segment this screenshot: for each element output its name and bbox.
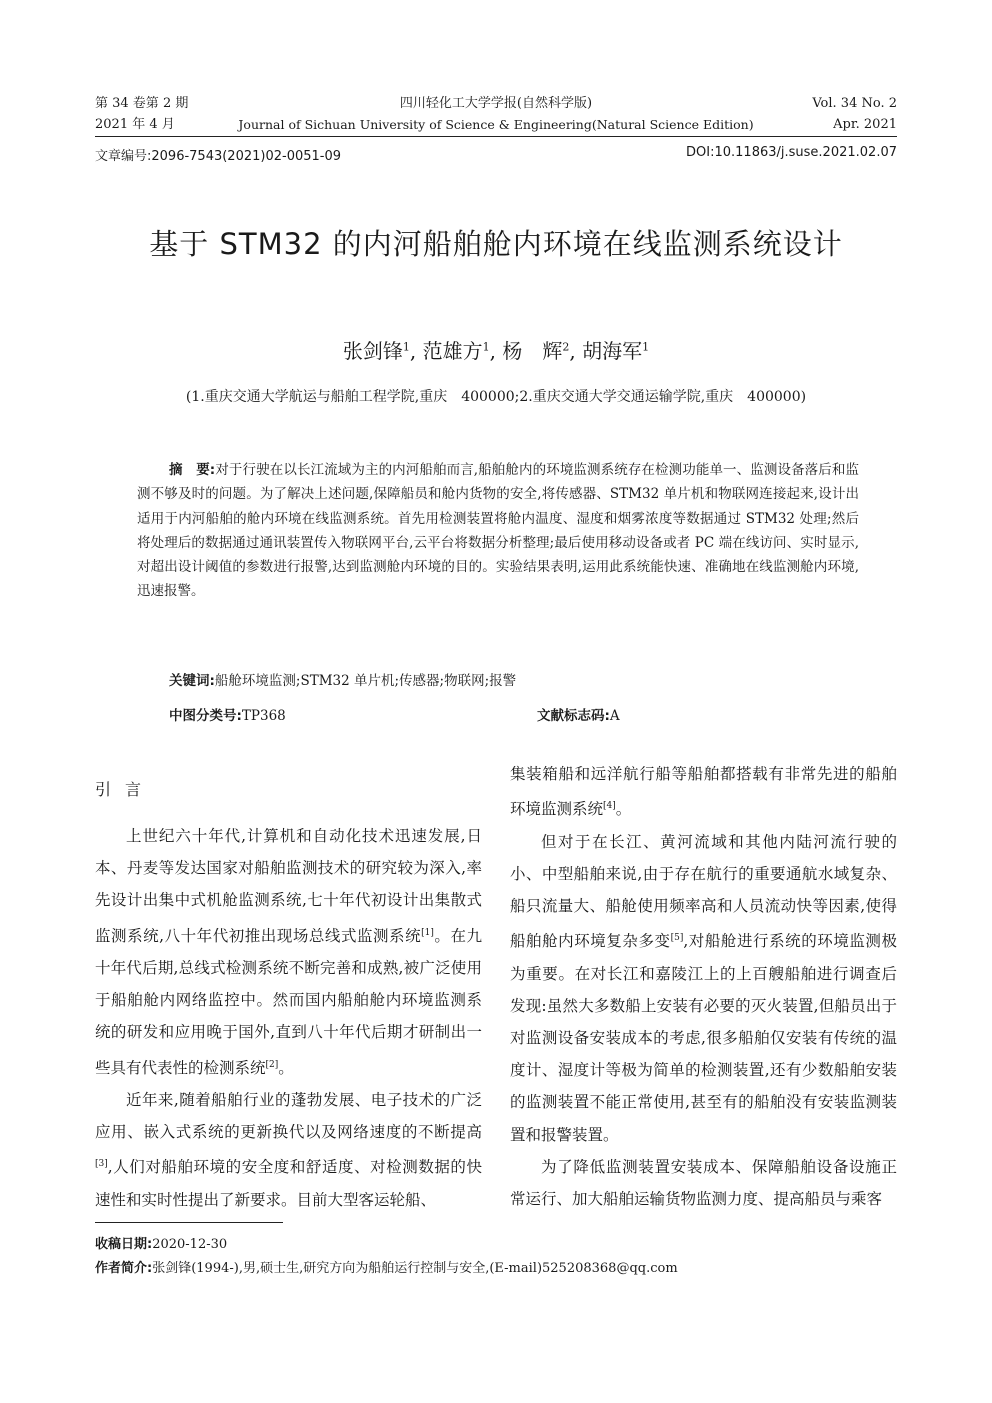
author-affiliation-mark: 2 — [562, 340, 570, 354]
paragraph-text: 。 — [615, 800, 632, 819]
keywords — [169, 669, 516, 689]
citation: [2] — [265, 1059, 279, 1070]
affiliations: (1.重庆交通大学航运与船舶工程学院,重庆 400000;2.重庆交通大学交通运输学院,重庆 400000) — [185, 389, 807, 405]
received-label: 收稿日期: — [95, 1237, 153, 1252]
journal-name-en: Journal of Sichuan University of Science & Engineering(Natural Science Edition) — [238, 117, 754, 132]
journal-date-en: Apr. 2021 — [833, 117, 897, 132]
paragraph-text: 。 — [278, 1058, 294, 1077]
paragraph-text: 。在九十年代后期,总线式检测系统不断完善和成熟,被广泛使用于船舶舱内网络监控中。然而国内船舶舱内环境监测系统的研发和应用晚于国外,直到八十年代后期才研制出一些具有代表性的检测系统 — [95, 926, 482, 1077]
paragraph-text: 集装箱船和远洋航行船等船舶都搭载有非常先进的船舶环境监测系统 — [510, 765, 897, 819]
abstract-label: 摘 要: — [169, 462, 216, 478]
document-code-label: 文献标志码: — [537, 708, 610, 724]
document-code — [537, 704, 620, 724]
classification-label: 中图分类号: — [169, 708, 242, 724]
paragraph-text: ,人们对船舶环境的安全度和舒适度、对检测数据的快速性和实时性提出了新要求。目前大型客运轮船、 — [95, 1158, 482, 1209]
keywords-text: 船舱环境监测;STM32 单片机;传感器;物联网;报警 — [214, 673, 517, 689]
paragraph-text: ,对船舱进行系统的环境监测极为重要。在对长江和嘉陵江上的上百艘船舶进行调查后发现:虽然大多数船上安装有必要的灭火装置,但船员出于对监测设备安装成本的考虑,很多船舶仅安装有传统的温度计、湿度计等极为简单的检测装置,还有少数船舶安装的监测装置不能正常使用,甚至有的船舶没有安装监测装置和报警装置。 — [510, 932, 897, 1144]
section-heading: 引言 — [95, 780, 156, 799]
paragraph-text: 上世纪六十年代,计算机和自动化技术迅速发展,日本、丹麦等发达国家对船舶监测技术的研究较为深入,率先设计出集中式机舱监测系统,七十年代初设计出集散式监测系统,八十年代初推出现场总线式监测系统 — [95, 827, 482, 945]
doi: DOI:10.11863/j.suse.2021.02.07 — [686, 145, 897, 160]
paragraph — [510, 758, 897, 826]
paragraph — [510, 1151, 897, 1215]
abstract-text: 对于行驶在以长江流域为主的内河船舶而言,船舶舱内的环境监测系统存在检测功能单一、监测设备落后和监测不够及时的问题。为了解决上述问题,保障船员和舱内货物的安全,将传感器、STM32 单片机和物联网连接起来,设计出适用于内河船舶的舱内环境在线监测系统。首先用检测装置将舱内温度、湿度和烟雾浓度等数据通过 STM32 处理;然后将处理后的数据通过通讯装置传入物联网平台,云平台将数据分析整理;最后使用移动设备或者 PC 端在线访问、实时显示,对超出设计阈值的参数进行报警,达到监测舱内环境的目的。实验结果表明,运用此系统能快速、准确地在线监测舱内环境,迅速报警。 — [137, 462, 859, 600]
received-value: 2020-12-30 — [152, 1237, 228, 1252]
received-date — [95, 1233, 227, 1252]
paragraph-text: 近年来,随着船舶行业的蓬勃发展、电子技术的广泛应用、嵌入式系统的更新换代以及网络速度的不断提高 — [95, 1090, 482, 1142]
header-rule — [95, 136, 897, 137]
author-name: 杨 辉 — [502, 339, 563, 363]
article-number: 文章编号:2096-7543(2021)02-0051-09 — [95, 149, 342, 164]
citation: [3] — [95, 1159, 108, 1170]
footnote-rule — [95, 1222, 283, 1223]
citation: [1] — [421, 927, 434, 938]
author-affiliation-mark: 1 — [482, 340, 490, 354]
classification — [169, 704, 286, 724]
author-bio-text: 张剑锋(1994-),男,硕士生,研究方向为船舶运行控制与安全,(E-mail)525208368@qq.com — [152, 1261, 678, 1276]
author-name: 范雄方 — [422, 339, 483, 363]
keywords-label: 关键词: — [169, 673, 215, 689]
author-affiliation-mark: 1 — [642, 340, 650, 354]
paragraph — [510, 826, 897, 1151]
classification-text: TP368 — [241, 708, 286, 724]
paper-title: 基于 STM32 的内河船舶舱内环境在线监测系统设计 — [149, 227, 843, 261]
author-list: 张剑锋$^1$, 范雄方$^1$, 杨 辉$^2$, 胡海军$^1$ — [342, 339, 650, 363]
author-affiliation-mark: 1 — [402, 340, 410, 354]
citation: [4] — [603, 801, 616, 812]
author-bio — [95, 1257, 678, 1276]
document-code-text: A — [609, 708, 620, 724]
citation: [5] — [670, 933, 684, 944]
left-column — [95, 820, 482, 1216]
author-name: 张剑锋 — [342, 339, 403, 363]
journal-vol-en: Vol. 34 No. 2 — [812, 96, 897, 111]
journal-date: 2021 年 4 月 — [95, 117, 175, 132]
paragraph — [95, 820, 482, 1084]
journal-name-cn: 四川轻化工大学学报(自然科学版) — [399, 96, 593, 111]
paragraph-text: 但对于在长江、黄河流域和其他内陆河流行驶的小、中型船舶来说,由于存在航行的重要通航水域复杂、船只流量大、船舱使用频率高和人员流动快等因素,使得船舶舱内环境复杂多变 — [510, 832, 897, 951]
right-column — [510, 758, 897, 1215]
abstract — [137, 458, 859, 604]
author-name: 胡海军 — [582, 339, 643, 363]
paragraph — [95, 1084, 482, 1216]
paragraph-text: 为了降低监测装置安装成本、保障船舶设备设施正常运行、加大船舶运输货物监测力度、提高船员与乘客 — [510, 1157, 897, 1208]
author-bio-label: 作者简介: — [95, 1261, 153, 1276]
journal-volume-issue: 第 34 卷第 2 期 — [95, 96, 189, 111]
